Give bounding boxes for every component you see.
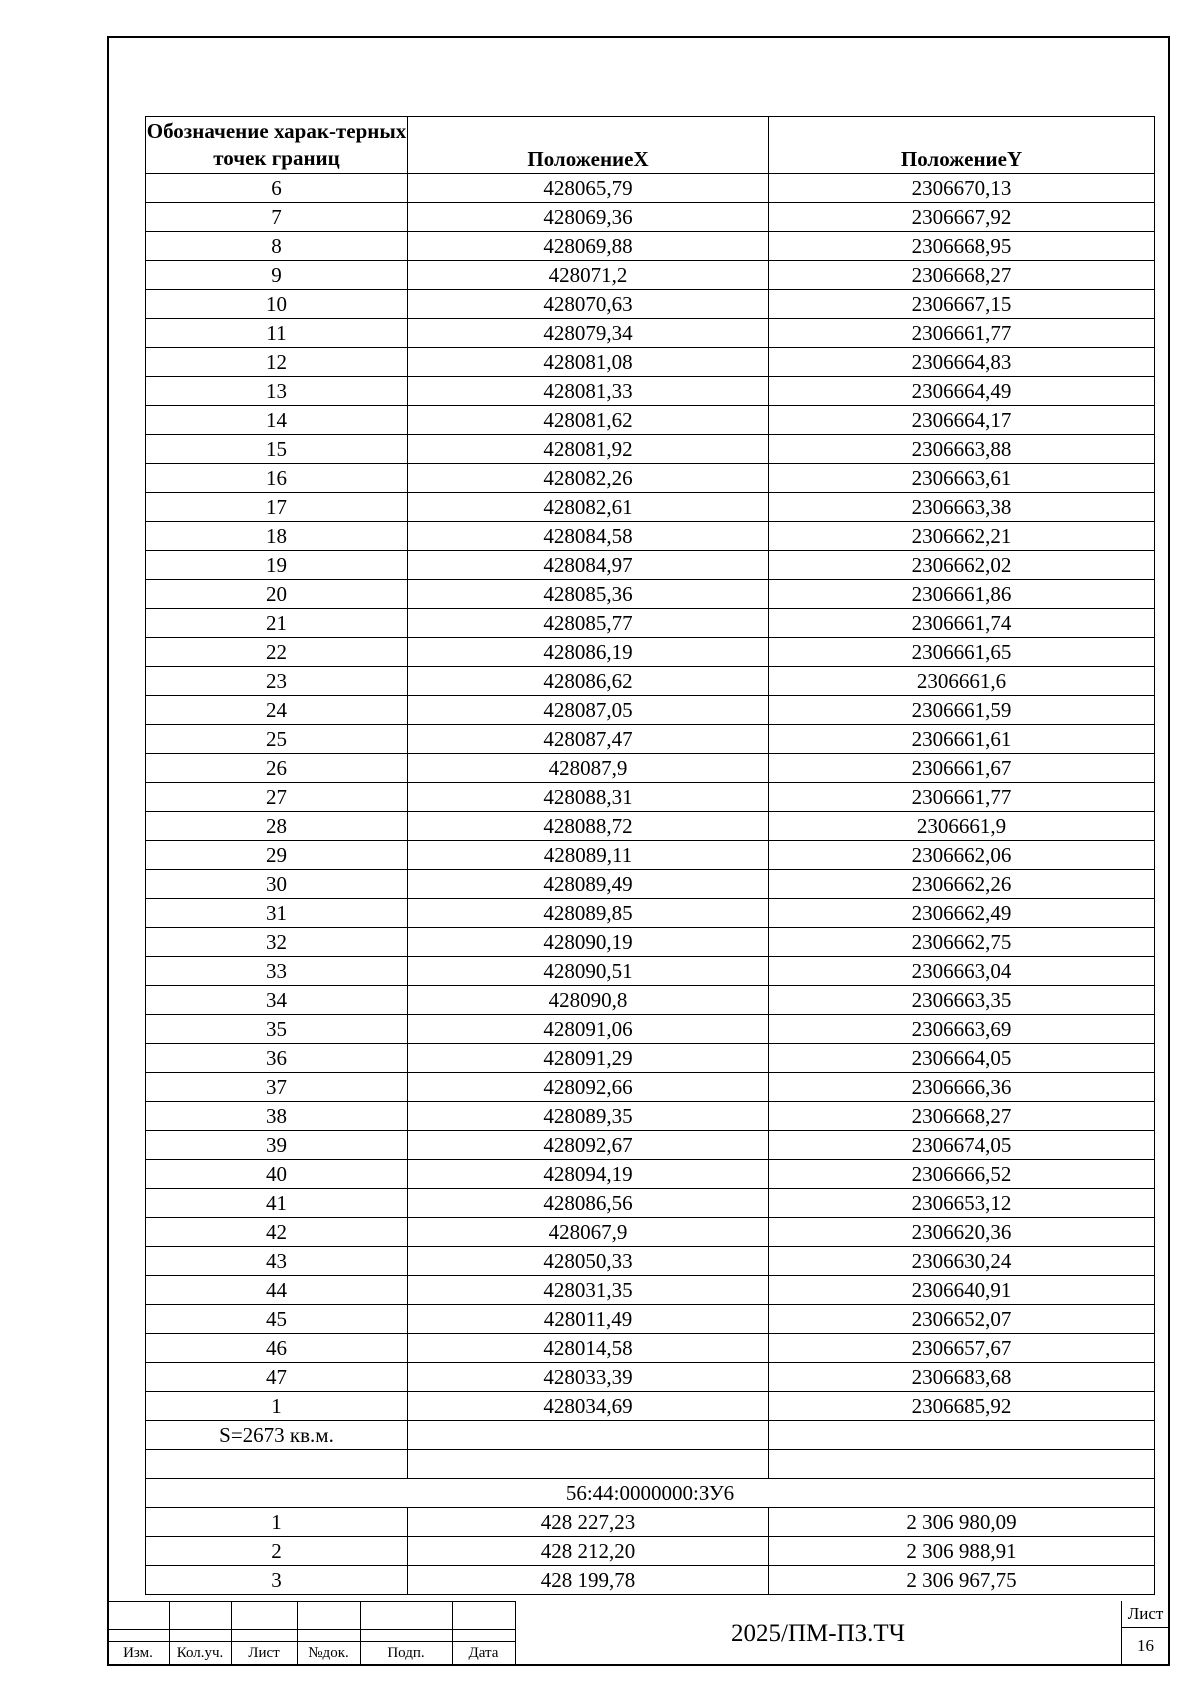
- table-row: [146, 1305, 1155, 1334]
- y-coordinate: 2306664,83: [769, 348, 1155, 377]
- table-row: [146, 1537, 1155, 1566]
- point-number: 32: [146, 928, 408, 957]
- point-number: 12: [146, 348, 408, 377]
- x-coordinate: 428086,62: [408, 667, 769, 696]
- x-coordinate: 428087,9: [408, 754, 769, 783]
- x-coordinate: 428092,67: [408, 1131, 769, 1160]
- point-number: 16: [146, 464, 408, 493]
- point-number: 9: [146, 261, 408, 290]
- table-row: [146, 1160, 1155, 1189]
- y-coordinate: 2306663,35: [769, 986, 1155, 1015]
- x-coordinate: 428094,19: [408, 1160, 769, 1189]
- y-coordinate: 2306652,07: [769, 1305, 1155, 1334]
- table-row: [146, 696, 1155, 725]
- y-coordinate: 2306653,12: [769, 1189, 1155, 1218]
- point-number: 24: [146, 696, 408, 725]
- table-row: [146, 1334, 1155, 1363]
- table-row: [146, 1044, 1155, 1073]
- y-coordinate: 2306670,13: [769, 174, 1155, 203]
- y-coordinate: 2306657,67: [769, 1334, 1155, 1363]
- y-coordinate: 2306661,9: [769, 812, 1155, 841]
- point-number: 26: [146, 754, 408, 783]
- point-number: 14: [146, 406, 408, 435]
- x-coordinate: 428071,2: [408, 261, 769, 290]
- y-coordinate: 2306663,04: [769, 957, 1155, 986]
- point-number: 13: [146, 377, 408, 406]
- point-number: 42: [146, 1218, 408, 1247]
- point-number: 6: [146, 174, 408, 203]
- y-coordinate: 2306662,06: [769, 841, 1155, 870]
- table-row: [146, 870, 1155, 899]
- x-coordinate: 428050,33: [408, 1247, 769, 1276]
- x-coordinate: 428090,19: [408, 928, 769, 957]
- header-y: ПоложениеY: [769, 117, 1155, 174]
- table-row: [146, 1508, 1155, 1537]
- x-coordinate: 428014,58: [408, 1334, 769, 1363]
- y-coordinate: 2306664,49: [769, 377, 1155, 406]
- y-coordinate: 2306661,67: [769, 754, 1155, 783]
- point-number: 45: [146, 1305, 408, 1334]
- point-number: 36: [146, 1044, 408, 1073]
- table-row: [146, 493, 1155, 522]
- table-row: [146, 1015, 1155, 1044]
- point-number: 1: [146, 1508, 408, 1537]
- empty-cell: [769, 1450, 1155, 1479]
- table-row: [146, 986, 1155, 1015]
- y-coordinate: 2306685,92: [769, 1392, 1155, 1421]
- table-row: [146, 1102, 1155, 1131]
- table-row: [146, 609, 1155, 638]
- x-coordinate: 428 227,23: [408, 1508, 769, 1537]
- point-number: 11: [146, 319, 408, 348]
- x-coordinate: 428090,51: [408, 957, 769, 986]
- table-header-row: [146, 117, 1155, 174]
- y-coordinate: 2306620,36: [769, 1218, 1155, 1247]
- table-row: [146, 638, 1155, 667]
- point-number: 38: [146, 1102, 408, 1131]
- point-number: 41: [146, 1189, 408, 1218]
- document-code: 2025/ПМ-ПЗ.ТЧ: [731, 1620, 905, 1647]
- y-coordinate: 2306661,77: [769, 319, 1155, 348]
- table-row: [146, 406, 1155, 435]
- y-coordinate: 2306666,36: [769, 1073, 1155, 1102]
- x-coordinate: 428034,69: [408, 1392, 769, 1421]
- y-coordinate: 2306662,75: [769, 928, 1155, 957]
- y-coordinate: 2306668,27: [769, 1102, 1155, 1131]
- y-coordinate: 2306667,92: [769, 203, 1155, 232]
- table-row: [146, 754, 1155, 783]
- y-coordinate: 2306661,77: [769, 783, 1155, 812]
- point-number: 21: [146, 609, 408, 638]
- x-coordinate: 428031,35: [408, 1276, 769, 1305]
- x-coordinate: 428079,34: [408, 319, 769, 348]
- x-coordinate: 428091,06: [408, 1015, 769, 1044]
- y-coordinate: 2306674,05: [769, 1131, 1155, 1160]
- table-row: [146, 435, 1155, 464]
- y-coordinate: 2306662,02: [769, 551, 1155, 580]
- table-row: [146, 290, 1155, 319]
- sheet-label: Лист: [1127, 1604, 1164, 1623]
- y-coordinate: 2 306 967,75: [769, 1566, 1155, 1595]
- sheet-number: 16: [1137, 1636, 1154, 1655]
- stamp-label-kol-uch: Кол.уч.: [176, 1645, 224, 1661]
- point-number: 47: [146, 1363, 408, 1392]
- y-coordinate: 2306661,6: [769, 667, 1155, 696]
- x-coordinate: 428089,35: [408, 1102, 769, 1131]
- point-number: 10: [146, 290, 408, 319]
- point-number: 44: [146, 1276, 408, 1305]
- title-block: [107, 1601, 1170, 1666]
- point-number: 33: [146, 957, 408, 986]
- y-coordinate: 2306662,49: [769, 899, 1155, 928]
- y-coordinate: 2306661,65: [769, 638, 1155, 667]
- x-coordinate: 428011,49: [408, 1305, 769, 1334]
- y-coordinate: 2306663,61: [769, 464, 1155, 493]
- section-title: 56:44:0000000:ЗУ6: [146, 1479, 1155, 1508]
- x-coordinate: 428067,9: [408, 1218, 769, 1247]
- y-coordinate: 2306666,52: [769, 1160, 1155, 1189]
- x-coordinate: 428081,33: [408, 377, 769, 406]
- x-coordinate: 428082,61: [408, 493, 769, 522]
- table-row: [146, 1276, 1155, 1305]
- table-row: [146, 725, 1155, 754]
- area-empty-cell: [408, 1421, 769, 1450]
- point-number: 8: [146, 232, 408, 261]
- y-coordinate: 2306664,05: [769, 1044, 1155, 1073]
- point-number: 23: [146, 667, 408, 696]
- table-row: [146, 1218, 1155, 1247]
- table-row: [146, 928, 1155, 957]
- y-coordinate: 2306662,26: [769, 870, 1155, 899]
- table-row: [146, 377, 1155, 406]
- y-coordinate: 2306683,68: [769, 1363, 1155, 1392]
- stamp-label-podp: Подп.: [387, 1645, 425, 1661]
- table-row: [146, 348, 1155, 377]
- x-coordinate: 428087,05: [408, 696, 769, 725]
- x-coordinate: 428086,56: [408, 1189, 769, 1218]
- header-point: Обозначение харак-терных точек границ: [146, 117, 408, 174]
- section-title-row: [146, 1479, 1155, 1508]
- x-coordinate: 428070,63: [408, 290, 769, 319]
- y-coordinate: 2306668,95: [769, 232, 1155, 261]
- coordinates-table: [145, 116, 1155, 1595]
- x-coordinate: 428 212,20: [408, 1537, 769, 1566]
- area-row: [146, 1421, 1155, 1450]
- y-coordinate: 2306661,86: [769, 580, 1155, 609]
- x-coordinate: 428088,72: [408, 812, 769, 841]
- table-row: [146, 1566, 1155, 1595]
- point-number: 18: [146, 522, 408, 551]
- y-coordinate: 2306662,21: [769, 522, 1155, 551]
- empty-cell: [408, 1450, 769, 1479]
- table-row: [146, 1392, 1155, 1421]
- table-row: [146, 667, 1155, 696]
- table-row: [146, 551, 1155, 580]
- table-row: [146, 580, 1155, 609]
- point-number: 15: [146, 435, 408, 464]
- point-number: 37: [146, 1073, 408, 1102]
- table-row: [146, 1073, 1155, 1102]
- table-row: [146, 1247, 1155, 1276]
- table-row: [146, 1189, 1155, 1218]
- point-number: 29: [146, 841, 408, 870]
- table-row: [146, 899, 1155, 928]
- stamp-label-ndok: №док.: [308, 1645, 349, 1661]
- x-coordinate: 428089,49: [408, 870, 769, 899]
- x-coordinate: 428 199,78: [408, 1566, 769, 1595]
- point-number: 40: [146, 1160, 408, 1189]
- table-body: [146, 174, 1155, 1421]
- x-coordinate: 428086,19: [408, 638, 769, 667]
- point-number: 19: [146, 551, 408, 580]
- point-number: 1: [146, 1392, 408, 1421]
- table-row: [146, 232, 1155, 261]
- y-coordinate: 2306661,59: [769, 696, 1155, 725]
- y-coordinate: 2306630,24: [769, 1247, 1155, 1276]
- x-coordinate: 428081,92: [408, 435, 769, 464]
- point-number: 31: [146, 899, 408, 928]
- y-coordinate: 2306667,15: [769, 290, 1155, 319]
- x-coordinate: 428084,58: [408, 522, 769, 551]
- y-coordinate: 2306663,38: [769, 493, 1155, 522]
- x-coordinate: 428090,8: [408, 986, 769, 1015]
- y-coordinate: 2 306 988,91: [769, 1537, 1155, 1566]
- y-coordinate: 2306664,17: [769, 406, 1155, 435]
- point-number: 39: [146, 1131, 408, 1160]
- x-coordinate: 428088,31: [408, 783, 769, 812]
- y-coordinate: 2306661,61: [769, 725, 1155, 754]
- table-row: [146, 319, 1155, 348]
- table-row: [146, 783, 1155, 812]
- y-coordinate: 2306640,91: [769, 1276, 1155, 1305]
- y-coordinate: 2306663,69: [769, 1015, 1155, 1044]
- point-number: 20: [146, 580, 408, 609]
- table-row: [146, 1363, 1155, 1392]
- x-coordinate: 428033,39: [408, 1363, 769, 1392]
- empty-row: [146, 1450, 1155, 1479]
- table-row: [146, 203, 1155, 232]
- x-coordinate: 428089,85: [408, 899, 769, 928]
- table-footer: [146, 1421, 1155, 1508]
- point-number: 3: [146, 1566, 408, 1595]
- point-number: 46: [146, 1334, 408, 1363]
- point-number: 30: [146, 870, 408, 899]
- x-coordinate: 428084,97: [408, 551, 769, 580]
- x-coordinate: 428069,88: [408, 232, 769, 261]
- header-x: ПоложениеX: [408, 117, 769, 174]
- point-number: 25: [146, 725, 408, 754]
- area-value: S=2673 кв.м.: [146, 1421, 408, 1450]
- table-row: [146, 841, 1155, 870]
- point-number: 27: [146, 783, 408, 812]
- point-number: 7: [146, 203, 408, 232]
- x-coordinate: 428087,47: [408, 725, 769, 754]
- table-row: [146, 464, 1155, 493]
- point-number: 17: [146, 493, 408, 522]
- point-number: 22: [146, 638, 408, 667]
- y-coordinate: 2306661,74: [769, 609, 1155, 638]
- area-empty-cell: [769, 1421, 1155, 1450]
- point-number: 28: [146, 812, 408, 841]
- y-coordinate: 2306663,88: [769, 435, 1155, 464]
- point-number: 2: [146, 1537, 408, 1566]
- table-row: [146, 522, 1155, 551]
- section-body: [146, 1508, 1155, 1595]
- x-coordinate: 428092,66: [408, 1073, 769, 1102]
- stamp-label-list: Лист: [248, 1645, 280, 1661]
- point-number: 35: [146, 1015, 408, 1044]
- table-row: [146, 957, 1155, 986]
- x-coordinate: 428085,77: [408, 609, 769, 638]
- y-coordinate: 2 306 980,09: [769, 1508, 1155, 1537]
- y-coordinate: 2306668,27: [769, 261, 1155, 290]
- stamp-label-izm: Изм.: [123, 1645, 153, 1661]
- stamp-label-data: Дата: [468, 1645, 499, 1661]
- x-coordinate: 428082,26: [408, 464, 769, 493]
- empty-cell: [146, 1450, 408, 1479]
- table-row: [146, 1131, 1155, 1160]
- table-row: [146, 174, 1155, 203]
- table-row: [146, 812, 1155, 841]
- point-number: 34: [146, 986, 408, 1015]
- x-coordinate: 428089,11: [408, 841, 769, 870]
- x-coordinate: 428065,79: [408, 174, 769, 203]
- table-row: [146, 261, 1155, 290]
- point-number: 43: [146, 1247, 408, 1276]
- x-coordinate: 428081,08: [408, 348, 769, 377]
- x-coordinate: 428081,62: [408, 406, 769, 435]
- x-coordinate: 428069,36: [408, 203, 769, 232]
- x-coordinate: 428085,36: [408, 580, 769, 609]
- x-coordinate: 428091,29: [408, 1044, 769, 1073]
